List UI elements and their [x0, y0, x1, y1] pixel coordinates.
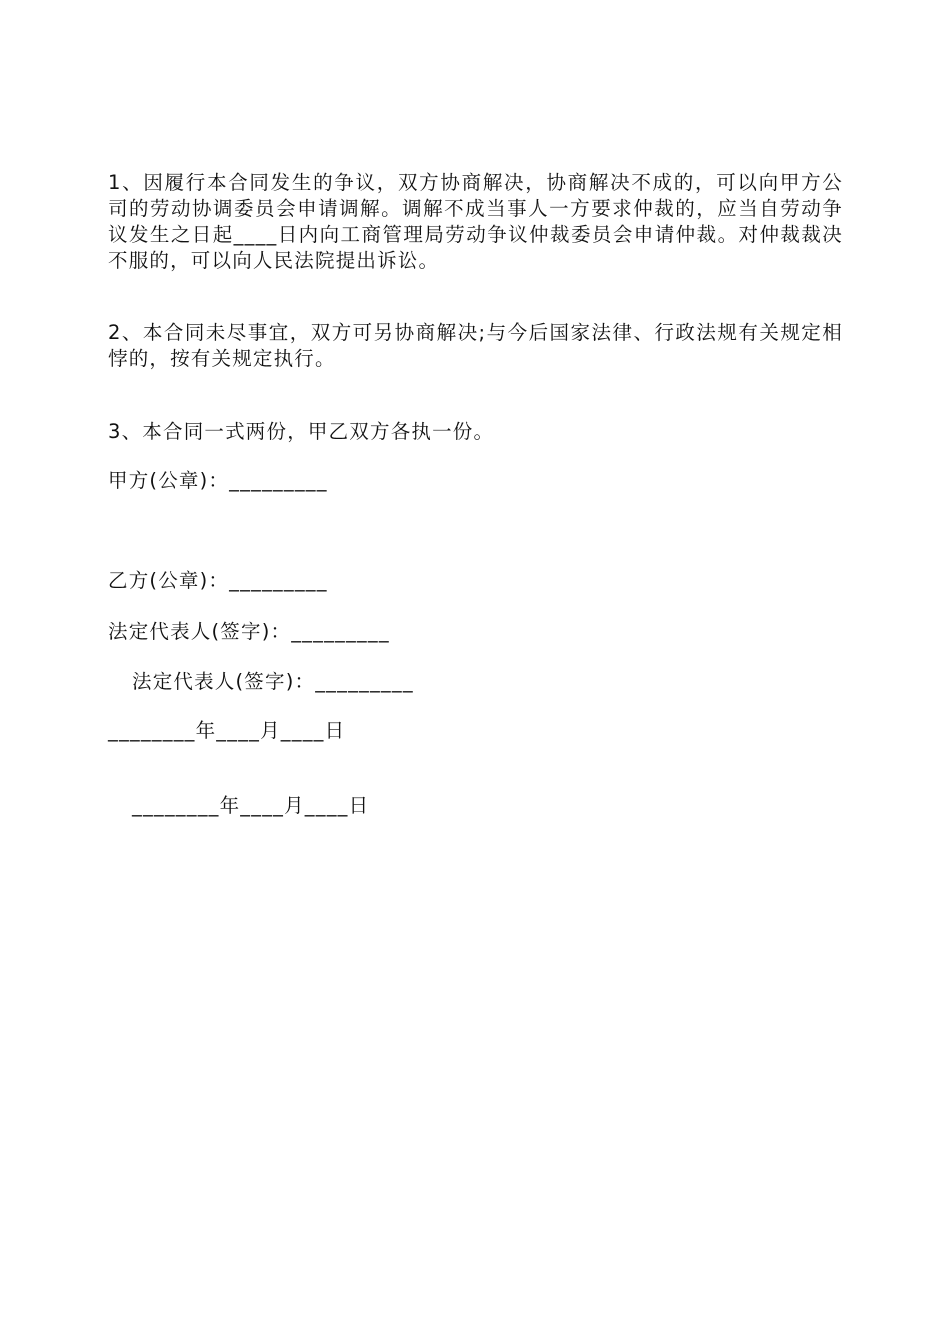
party-b-seal-line: 乙方(公章)：_________: [108, 569, 328, 592]
party-a-seal-line: 甲方(公章)：_________: [108, 469, 328, 492]
clause-1: 1、因履行本合同发生的争议，双方协商解决，协商解决不成的，可以向甲方公司的劳动协调委员会申请调解。调解不成当事人一方要求仲裁的，应当自劳动争议发生之日起____日内向工商管理局劳动争议仲裁委员会申请仲裁。对仲裁裁决不服的，可以向人民法院提出诉讼。: [108, 171, 843, 272]
clause-2: 2、本合同未尽事宜，双方可另协商解决;与今后国家法律、行政法规有关规定相悖的，按有关规定执行。: [108, 321, 843, 370]
date-line-a: ________年____月____日: [108, 719, 346, 742]
date-line-b: ________年____月____日: [132, 794, 370, 817]
legal-rep-a-signature-line: 法定代表人(签字)：_________: [108, 620, 390, 643]
legal-rep-b-signature-line: 法定代表人(签字)：_________: [132, 670, 414, 693]
clause-3: 3、本合同一式两份，甲乙双方各执一份。: [108, 420, 495, 443]
